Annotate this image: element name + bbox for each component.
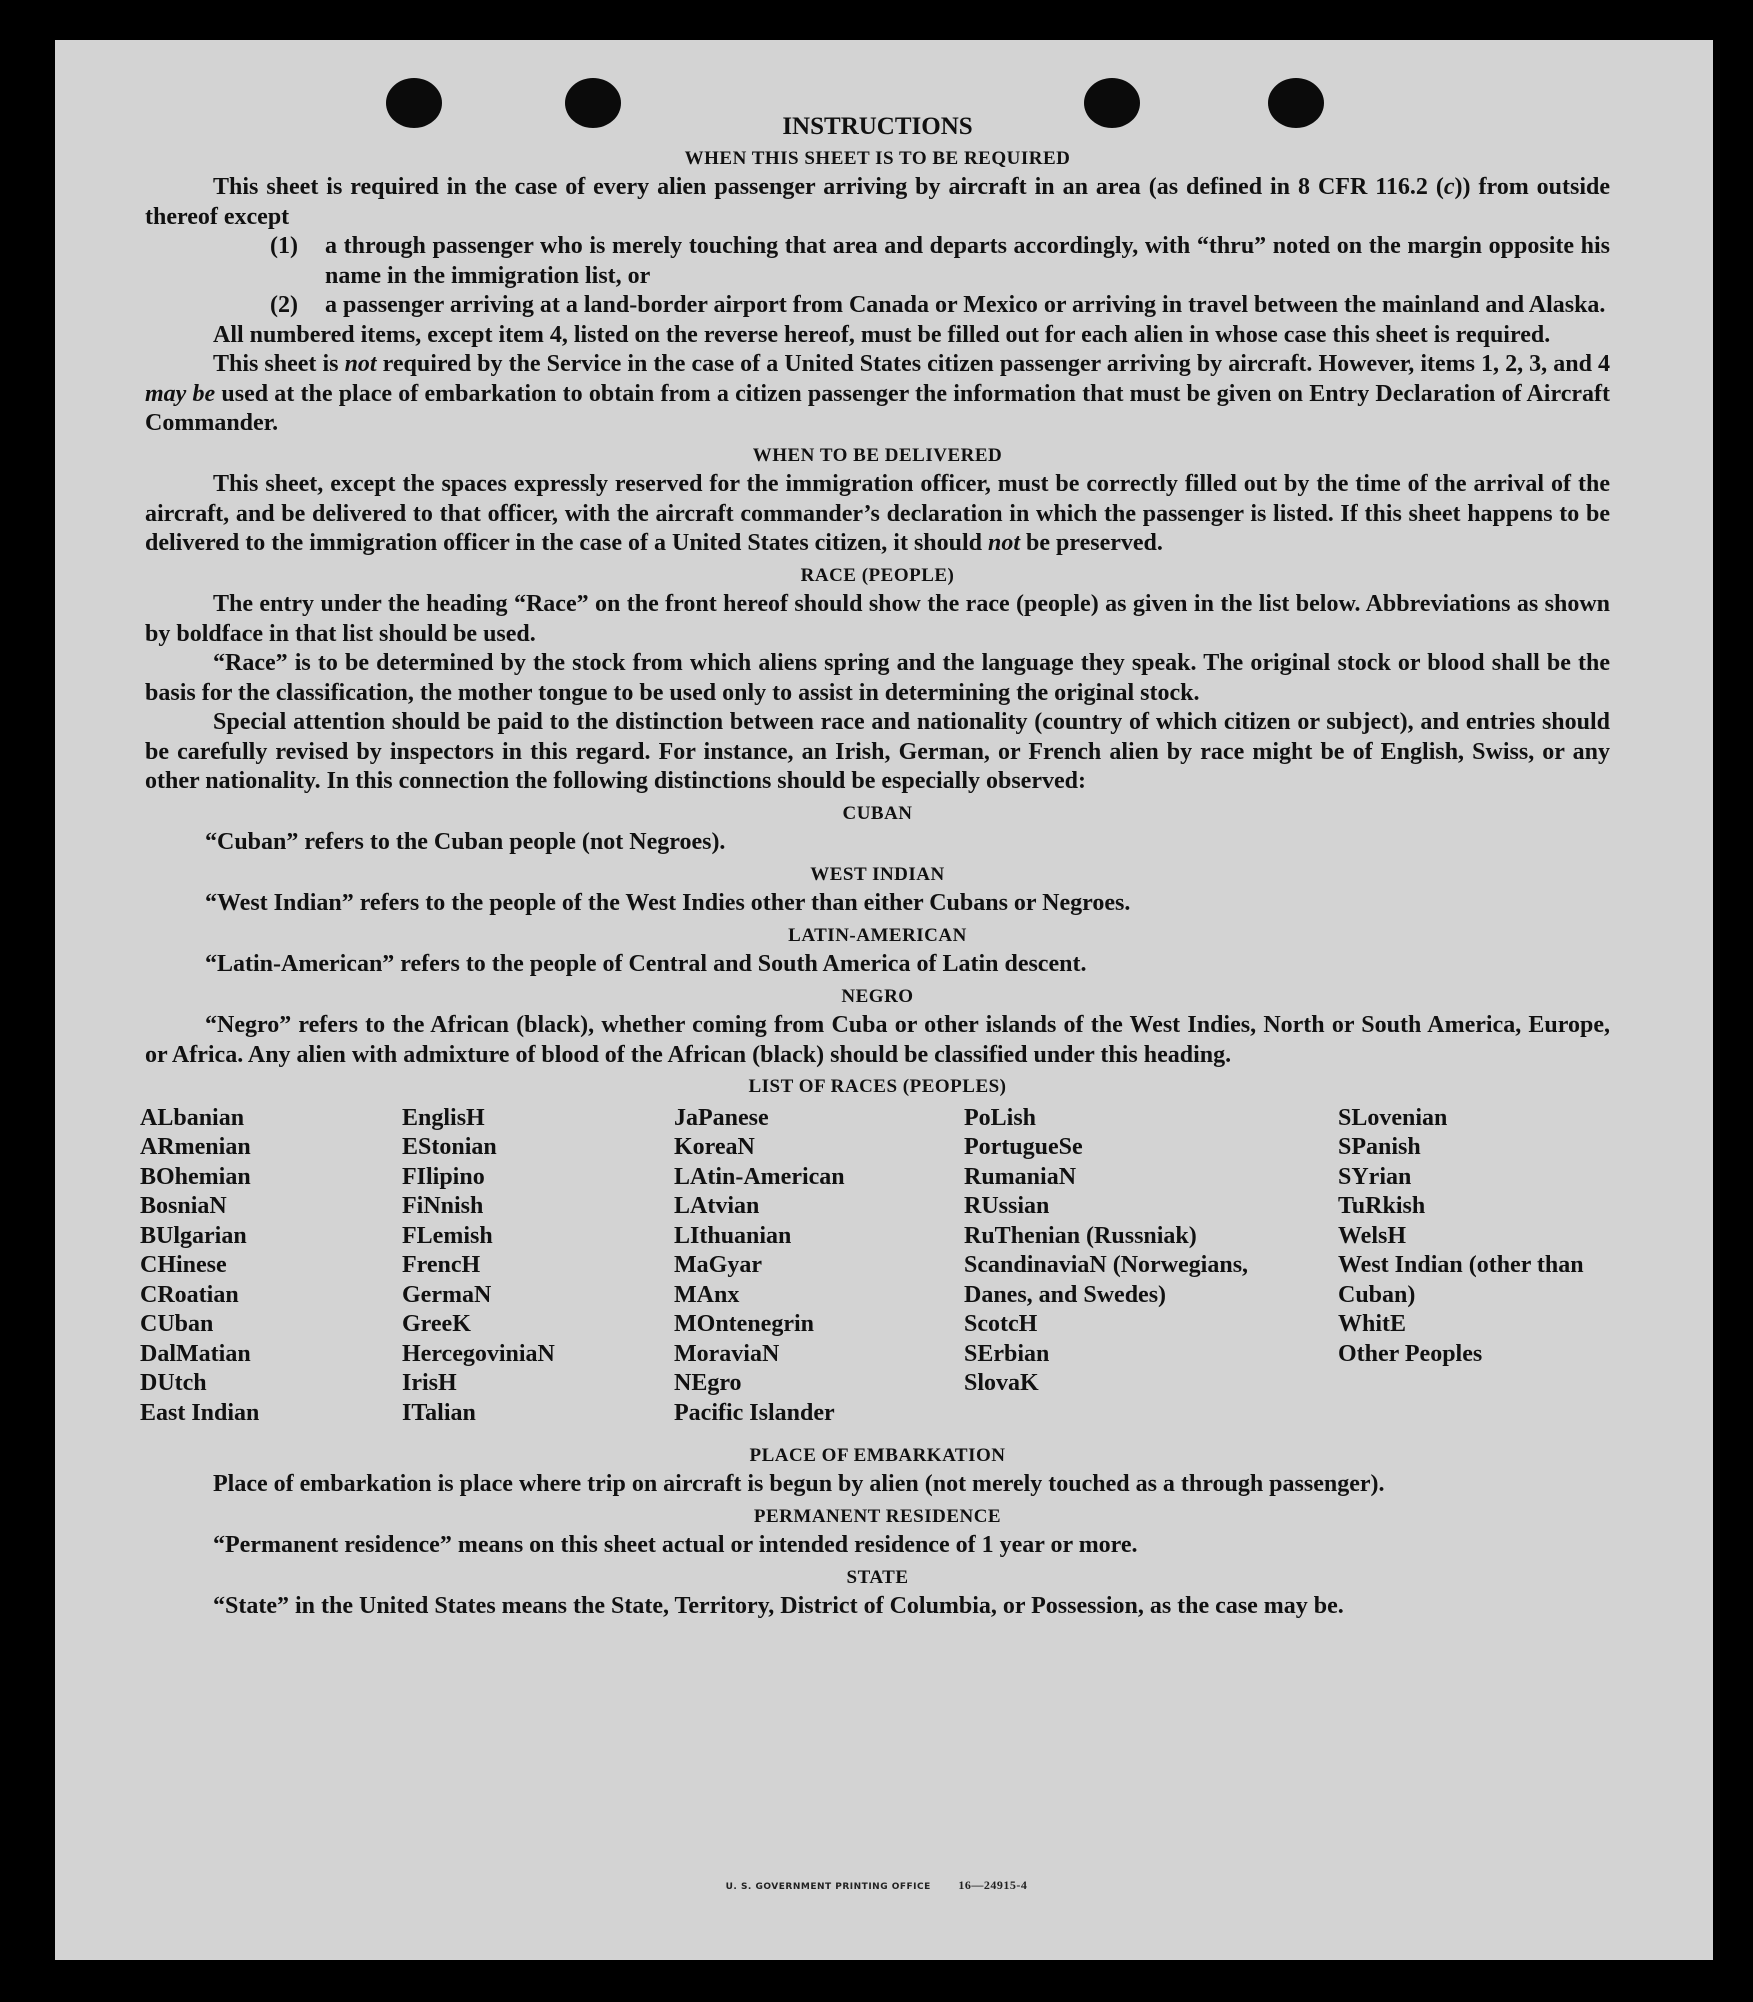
races-column [1338, 1104, 1608, 1370]
section-heading: STATE [846, 1566, 909, 1588]
definition-heading: LATIN-AMERICAN [788, 924, 967, 946]
paragraph: Place of embarkation is place where trip on aircraft is begun by alien (not merely touched as a through passenger). [213, 1471, 1385, 1497]
race-entry: CRoatian [140, 1281, 239, 1308]
text: may be [145, 380, 216, 407]
race-entry: FIlipino [402, 1163, 485, 1190]
race-entry: EnglisH [402, 1104, 485, 1131]
item-text: a passenger arriving at a land-border airport from Canada or Mexico or arriving in travel between the mainland and Alaska. [325, 292, 1606, 318]
race-entry: MaGyar [674, 1252, 762, 1278]
race-entry: LAtvian [674, 1193, 760, 1219]
race-entry: FLemish [402, 1222, 493, 1249]
race-entry: East Indian [140, 1399, 260, 1426]
race-entry: RuThenian (Russniak) [964, 1222, 1197, 1249]
races-column [674, 1104, 845, 1429]
text: This sheet is [213, 351, 345, 377]
list-item [270, 291, 1610, 321]
page-title: INSTRUCTIONS [782, 113, 973, 140]
text: used at the place of embarkation to obtain from a citizen passenger the information that must be given on Entry Declaration of Aircraft Commander. [145, 380, 1610, 436]
race-entry: TuRkish [1338, 1193, 1426, 1219]
paragraph: All numbered items, except item 4, listed on the reverse hereof, must be filled out for each alien in whose case this sheet is required. [213, 321, 1551, 348]
race-entry: SlovaK [964, 1370, 1039, 1396]
printer-name: U. S. GOVERNMENT PRINTING OFFICE [725, 1882, 931, 1892]
race-entry: PortugueSe [964, 1134, 1083, 1160]
race-entry: PoLish [964, 1104, 1037, 1131]
race-entry: BOhemian [140, 1163, 251, 1190]
race-entry: DalMatian [140, 1340, 251, 1367]
race-entry: ScandinaviaN (Norwegians, Danes, and Swedes) [964, 1252, 1249, 1308]
paragraph [145, 470, 1610, 559]
definition-heading: WEST INDIAN [810, 863, 945, 885]
race-entry: WhitE [1338, 1311, 1407, 1337]
race-entry: EStonian [402, 1134, 497, 1160]
race-entry: LAtin-American [674, 1163, 845, 1190]
text: )) from outside thereof except [145, 174, 1610, 230]
race-entry: SLovenian [1338, 1104, 1448, 1131]
race-entry: MOntenegrin [674, 1311, 814, 1337]
paragraph: “Race” is to be determined by the stock from which aliens spring and the language they speak. The original stock or blood shall be the basis for the classification, the mother tongue to be used only to assist in determining the original stock. [145, 650, 1610, 706]
race-entry: ALbanian [140, 1104, 245, 1131]
race-entry: MAnx [674, 1281, 740, 1308]
paragraph: Special attention should be paid to the distinction between race and nationality (country of which citizen or subject), and entries should be carefully revised by inspectors in this regard. For instance, an Irish, German, or French alien by race might be of English, Swiss, or any other nationality. In this connection the following distinctions should be especially observed: [145, 709, 1610, 794]
race-entry: ScotcH [964, 1311, 1038, 1337]
race-entry: SErbian [964, 1340, 1050, 1367]
paragraph [145, 350, 1610, 439]
section-heading: PERMANENT RESIDENCE [753, 1505, 1002, 1527]
race-entry: SYrian [1338, 1163, 1412, 1190]
section-heading: LIST OF RACES (PEOPLES) [748, 1076, 1007, 1097]
race-entry: GreeK [402, 1311, 471, 1337]
section-heading: PLACE OF EMBARKATION [749, 1444, 1006, 1466]
race-entry: MoraviaN [674, 1340, 780, 1367]
definition-text: “Latin-American” refers to the people of Central and South America of Latin descent. [205, 951, 1087, 977]
definition-text: “Cuban” refers to the Cuban people (not Negroes). [205, 829, 726, 855]
item-number: (1) [270, 233, 298, 259]
race-entry: ITalian [402, 1399, 476, 1426]
text: be preserved. [1020, 530, 1163, 556]
item-number: (2) [270, 292, 298, 318]
definition-text: “Negro” refers to the African (black), whether coming from Cuba or other islands of the West Indies, North or South America, Europe, or Africa. Any alien with admixture of blood of the African (black) should be classified under this heading. [145, 1012, 1610, 1068]
race-entry: West Indian (other than Cuban) [1338, 1252, 1584, 1308]
list-item [270, 232, 1610, 291]
race-entry: JaPanese [674, 1104, 769, 1131]
text: c [1443, 174, 1455, 200]
text: not [988, 530, 1021, 556]
race-entry: RUssian [964, 1193, 1050, 1219]
paragraph: “State” in the United States means the State, Territory, District of Columbia, or Possession, as the case may be. [213, 1593, 1344, 1619]
race-entry: CHinese [140, 1252, 227, 1278]
race-entry: HercegoviniaN [402, 1340, 555, 1367]
races-column [402, 1104, 555, 1429]
races-column [140, 1104, 259, 1429]
definition-heading: NEGRO [841, 985, 914, 1007]
definition-text: “West Indian” refers to the people of the West Indies other than either Cubans or Negroes. [205, 890, 1131, 916]
race-entry: BosniaN [140, 1193, 227, 1219]
race-entry: BUlgarian [140, 1222, 247, 1249]
race-entry: Other Peoples [1338, 1340, 1483, 1367]
section-heading: WHEN THIS SHEET IS TO BE REQUIRED [684, 147, 1071, 169]
text: This sheet is required in the case of every alien passenger arriving by aircraft in an area (as defined in 8 CFR 116.2 ( [213, 174, 1444, 200]
section-heading: RACE (PEOPLE) [800, 564, 955, 586]
printer-imprint [0, 1878, 1753, 1893]
race-entry: FiNnish [402, 1193, 484, 1219]
instructions-body [140, 112, 1610, 1622]
item-text: a through passenger who is merely touching that area and departs accordingly, with “thru” noted on the margin opposite his name in the immigration list, or [325, 233, 1610, 289]
text: not [344, 351, 377, 377]
races-list [140, 1104, 1610, 1439]
race-entry: DUtch [140, 1370, 207, 1396]
race-entry: LIthuanian [674, 1222, 792, 1249]
race-entry: RumaniaN [964, 1163, 1077, 1190]
race-entry: Pacific Islander [674, 1399, 835, 1426]
races-column [964, 1104, 1264, 1399]
race-entry: IrisH [402, 1370, 457, 1396]
race-entry: GermaN [402, 1281, 492, 1308]
text: required by the Service in the case of a United States citizen passenger arriving by aircraft. However, items 1, 2, 3, and 4 [376, 351, 1610, 377]
race-entry: NEgro [674, 1370, 742, 1396]
paragraph: The entry under the heading “Race” on the front hereof should show the race (people) as given in the list below. Abbreviations as shown by boldface in that list should be used. [145, 591, 1610, 647]
paragraph [145, 173, 1610, 232]
race-entry: FrencH [402, 1252, 481, 1278]
race-entry: KoreaN [674, 1134, 755, 1160]
race-entry: CUban [140, 1311, 214, 1337]
form-code: 16—24915-4 [958, 1878, 1028, 1892]
definition-heading: CUBAN [842, 802, 913, 824]
race-entry: ARmenian [140, 1134, 251, 1160]
race-entry: SPanish [1338, 1134, 1421, 1160]
race-entry: WelsH [1338, 1222, 1407, 1249]
paragraph: “Permanent residence” means on this sheet actual or intended residence of 1 year or more. [213, 1532, 1138, 1558]
section-heading: WHEN TO BE DELIVERED [752, 444, 1003, 466]
text: This sheet, except the spaces expressly reserved for the immigration officer, must be correctly filled out by the time of the arrival of the aircraft, and be delivered to that officer, with the aircraft commander’s declaration in which the passenger is listed. If this sheet happens to be delivered to the immigration officer in the case of a United States citizen, it should [145, 471, 1610, 556]
